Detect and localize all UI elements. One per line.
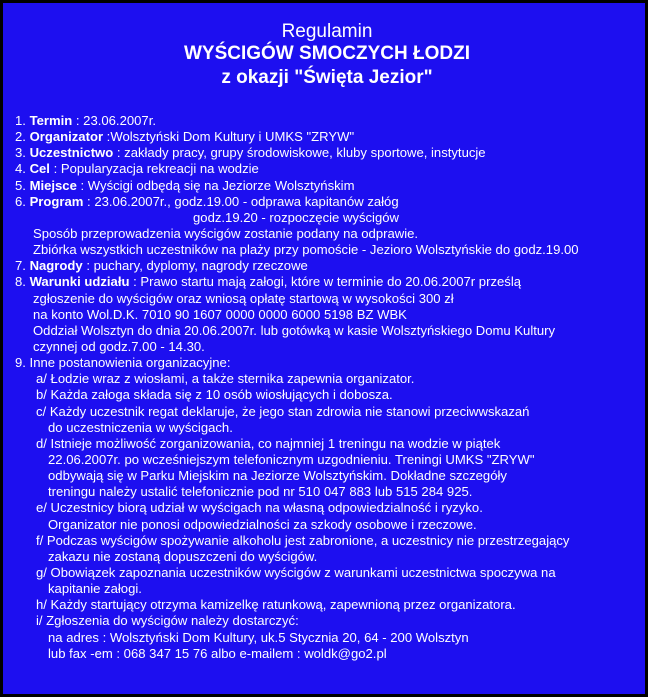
warunki-line-4: Oddział Wolsztyn do dnia 20.06.2007r. lub gotówką w kasie Wolsztyńskiego Domu Kultury	[33, 322, 556, 338]
sub-e-line-2: Organizator nie ponosi odpowiedzialności za szkody osobowe i rzeczowe.	[48, 516, 477, 532]
item-nagrody	[15, 258, 645, 274]
title-line-2: WYŚCIGÓW SMOCZYCH ŁODZI	[183, 43, 471, 64]
item-label: Warunki udziału	[29, 274, 130, 290]
item-label: Miejsce	[29, 177, 77, 193]
item-text: : Popularyzacja rekreacji na wodzie	[49, 161, 259, 177]
item-number: 1.	[15, 113, 26, 128]
item-text: : zakłady pracy, grupy środowiskowe, kluby sportowe, instytucje	[113, 145, 486, 161]
item-number: 9.	[15, 355, 26, 371]
item-miejsce	[15, 178, 645, 194]
item-number: 4.	[15, 161, 26, 177]
item-cel	[15, 161, 645, 177]
item-uczestnictwo	[15, 145, 645, 161]
sub-i-line-1: i/ Zgłoszenia do wyścigów należy dostarczyć:	[36, 613, 299, 629]
item-number: 7.	[15, 258, 26, 274]
sub-i-line-2: na adres : Wolsztyński Dom Kultury, uk.5 Stycznia 20, 64 - 200 Wolsztyn	[48, 629, 469, 645]
item-number: 6.	[15, 193, 26, 209]
item-number: 3.	[15, 145, 26, 161]
sub-g-line-1: g/ Obowiązek zapoznania uczestników wyścigów z warunkami uczestnictwa spoczywa na	[36, 564, 556, 580]
title-line-3: z okazji "Święta Jezior"	[221, 67, 433, 88]
item-label: Termin	[29, 113, 73, 128]
item-label: Program	[29, 193, 84, 209]
item-text: : Prawo startu mają załogi, które w terminie do 20.06.2007r prześlą	[129, 274, 522, 290]
item-text: Inne postanowienia organizacyjne:	[25, 355, 231, 371]
sub-d-line-2: 22.06.2007r. po wcześniejszym telefonicznym uzgodnieniu. Treningi UMKS "ZRYW"	[48, 451, 535, 467]
sub-f-line-2: zakazu nie zostaną dopuszczeni do wyścigów.	[48, 548, 318, 564]
sub-d-line-1: d/ Istnieje możliwość zorganizowania, co najmniej 1 treningu na wodzie w piątek	[36, 435, 501, 451]
sub-i-line-3: lub fax -em : 068 347 15 76 albo e-mailem : woldk@go2.pl	[48, 645, 387, 661]
item-number: 5.	[15, 177, 26, 193]
sub-e-line-1: e/ Uczestnicy biorą udział w wyścigach na własną odpowiedzialność i ryzyko.	[36, 500, 483, 516]
item-number: 2.	[15, 129, 26, 145]
sub-g-line-2: kapitanie załogi.	[48, 581, 142, 597]
item-termin	[15, 113, 645, 129]
sub-d-line-3: odbywają się w Parku Miejskim na Jeziorze Wolsztyńskim. Dokładne szczegóły	[48, 468, 507, 484]
item-label: Uczestnictwo	[29, 145, 114, 161]
item-label: Cel	[29, 161, 50, 177]
item-text: :Wolsztyński Dom Kultury i UMKS "ZRYW"	[103, 129, 355, 145]
item-text: : 23.06.2007r.	[72, 113, 156, 128]
sub-a: a/ Łodzie wraz z wiosłami, a także sternika zapewnia organizator.	[36, 371, 415, 387]
item-program	[15, 194, 645, 210]
item-number: 8.	[15, 274, 26, 290]
sub-h: h/ Każdy startujący otrzyma kamizelkę ratunkową, zapewnioną przez organizatora.	[36, 597, 516, 613]
sub-b: b/ Każda załoga składa się z 10 osób wiosłujących i dobosza.	[36, 387, 393, 403]
item-text: : 23.06.2007r., godz.19.00 - odprawa kapitanów załóg	[83, 193, 399, 209]
sub-d-line-4: treningu należy ustalić telefonicznie pod nr 510 047 883 lub 515 284 925.	[48, 484, 473, 500]
item-text: : puchary, dyplomy, nagrody rzeczowe	[82, 258, 308, 274]
item-warunki	[15, 274, 645, 290]
item-organizator	[15, 129, 645, 145]
program-line-4: Zbiórka wszystkich uczestników na plaży przy pomoście - Jezioro Wolsztyńskie do godz.19.00	[33, 242, 579, 258]
warunki-line-5: czynnej od godz.7.00 - 14.30.	[33, 338, 205, 354]
sub-f-line-1: f/ Podczas wyścigów spożywanie alkoholu jest zabronione, a uczestnicy nie przestrzegający	[36, 532, 570, 548]
item-label: Organizator	[29, 129, 104, 145]
sub-c-line-2: do uczestniczenia w wyścigach.	[48, 419, 233, 435]
warunki-line-3: na konto Wol.D.K. 7010 90 1607 0000 0000 6000 5198 BZ WBK	[33, 306, 407, 322]
item-label: Nagrody	[29, 258, 83, 274]
warunki-line-2: zgłoszenie do wyścigów oraz wniosą opłatę startową w wysokości 300 zł	[33, 290, 454, 306]
title-line-1: Regulamin	[281, 21, 373, 42]
program-line-3: Sposób przeprowadzenia wyścigów zostanie podany na odprawie.	[33, 225, 419, 241]
program-line-2: godz.19.20 - rozpoczęcie wyścigów	[193, 209, 399, 225]
regulations-body	[15, 113, 645, 662]
item-inne	[15, 355, 645, 371]
item-text: : Wyścigi odbędą się na Jeziorze Wolsztyńskim	[76, 177, 355, 193]
sub-c-line-1: c/ Każdy uczestnik regat deklaruje, że jego stan zdrowia nie stanowi przeciwwskazań	[36, 403, 530, 419]
